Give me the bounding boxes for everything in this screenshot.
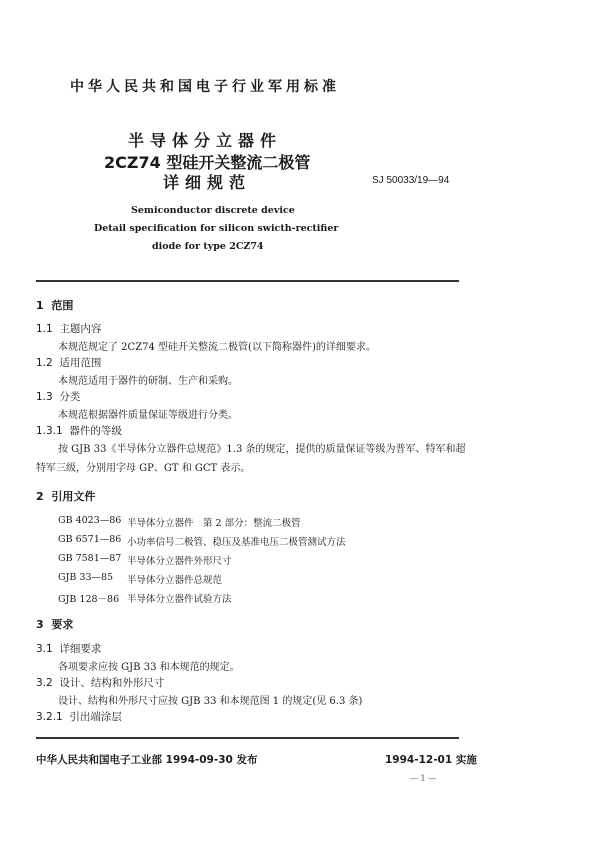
section-number: 3.2.1: [36, 711, 63, 723]
section-1-2-text: 本规范适用于器件的研制、生产和采购。: [58, 376, 238, 387]
title-en-line-2: Detail specification for silicon swicth-rectifier: [94, 223, 339, 234]
section-title: 范围: [51, 299, 74, 312]
ref-title: 半导体分立器件试验方法: [127, 594, 232, 605]
section-1-3-1-text-1: 按 GJB 33《半导体分立器件总规范》1.3 条的规定，提供的质量保证等级为普军、特军和超: [58, 444, 466, 455]
section-3-2-text: 设计、结构和外形尺寸应按 GJB 33 和本规范图 1 的规定(见 6.3 条): [58, 696, 363, 707]
section-title: 要求: [51, 618, 74, 631]
issuer-line: 中华人民共和国电子工业部 1994-09-30 发布: [36, 754, 258, 766]
section-title: 引用文件: [51, 490, 96, 503]
title-zh-line-2: 2CZ74 型硅开关整流二极管: [104, 153, 311, 172]
ref-title: 半导体分立器件外形尺寸: [127, 556, 232, 567]
section-1-1-text: 本规范规定了 2CZ74 型硅开关整流二极管(以下简称器件)的详细要求。: [58, 342, 376, 353]
section-number: 1.2: [36, 357, 53, 369]
title-zh-line-1: 半导体分立器件: [128, 131, 283, 150]
ref-code: GB 6571—86: [58, 534, 122, 545]
section-title: 器件的等级: [69, 425, 122, 437]
section-number: 1.1: [36, 323, 53, 335]
section-number: 3.1: [36, 643, 53, 655]
section-1-3-1-heading: [36, 423, 122, 438]
effective-date: 1994-12-01 实施: [385, 754, 477, 766]
bottom-divider: [36, 737, 459, 739]
section-3-1-heading: [36, 641, 101, 656]
title-zh-line-3: 详细规范: [163, 173, 252, 192]
standard-code: SJ 50033/19—94: [372, 175, 450, 186]
page-number: — 1 —: [410, 774, 437, 783]
section-number: 1: [36, 299, 44, 312]
ref-code: GB 4023—86: [58, 515, 122, 526]
standard-category: 中华人民共和国电子行业军用标准: [70, 79, 340, 95]
ref-title: 半导体分立器件总规范: [127, 575, 223, 586]
section-number: 1.3: [36, 391, 53, 403]
section-1-3-1-text-2: 特军三级，分别用字母 GP、GT 和 GCT 表示。: [36, 463, 251, 474]
section-3-2-heading: [36, 675, 164, 690]
section-title: 适用范围: [59, 357, 102, 369]
section-title: 详细要求: [59, 643, 102, 655]
title-en-line-1: Semiconductor discrete device: [131, 205, 295, 216]
ref-title: 半导体分立器件 第 2 部分：整流二极管: [127, 518, 301, 529]
section-3-heading: [36, 616, 73, 632]
section-number: 2: [36, 490, 44, 503]
section-number: 3: [36, 618, 44, 631]
section-title: 分类: [59, 391, 81, 403]
ref-code: GB 7581—87: [58, 553, 122, 564]
section-3-1-text: 各项要求应按 GJB 33 和本规范的规定。: [58, 662, 240, 673]
section-1-2-heading: [36, 355, 101, 370]
section-1-3-text: 本规范根据器件质量保证等级进行分类。: [58, 410, 238, 421]
title-en-line-3: diode for type 2CZ74: [152, 241, 264, 252]
ref-title: 小功率信号二极管、稳压及基准电压二极管测试方法: [127, 537, 346, 548]
section-title: 引出端涂层: [69, 711, 122, 723]
section-1-3-heading: [36, 389, 80, 404]
section-number: 1.3.1: [36, 425, 63, 437]
top-divider: [36, 280, 459, 282]
section-title: 设计、结构和外形尺寸: [59, 677, 165, 689]
section-3-2-1-heading: [36, 709, 122, 724]
section-2-heading: [36, 488, 95, 504]
section-1-1-heading: [36, 321, 101, 336]
section-title: 主题内容: [59, 323, 102, 335]
section-number: 3.2: [36, 677, 53, 689]
section-1-heading: [36, 297, 73, 313]
ref-code: GJB 128－86: [58, 594, 120, 605]
ref-code: GJB 33—85: [58, 572, 114, 583]
